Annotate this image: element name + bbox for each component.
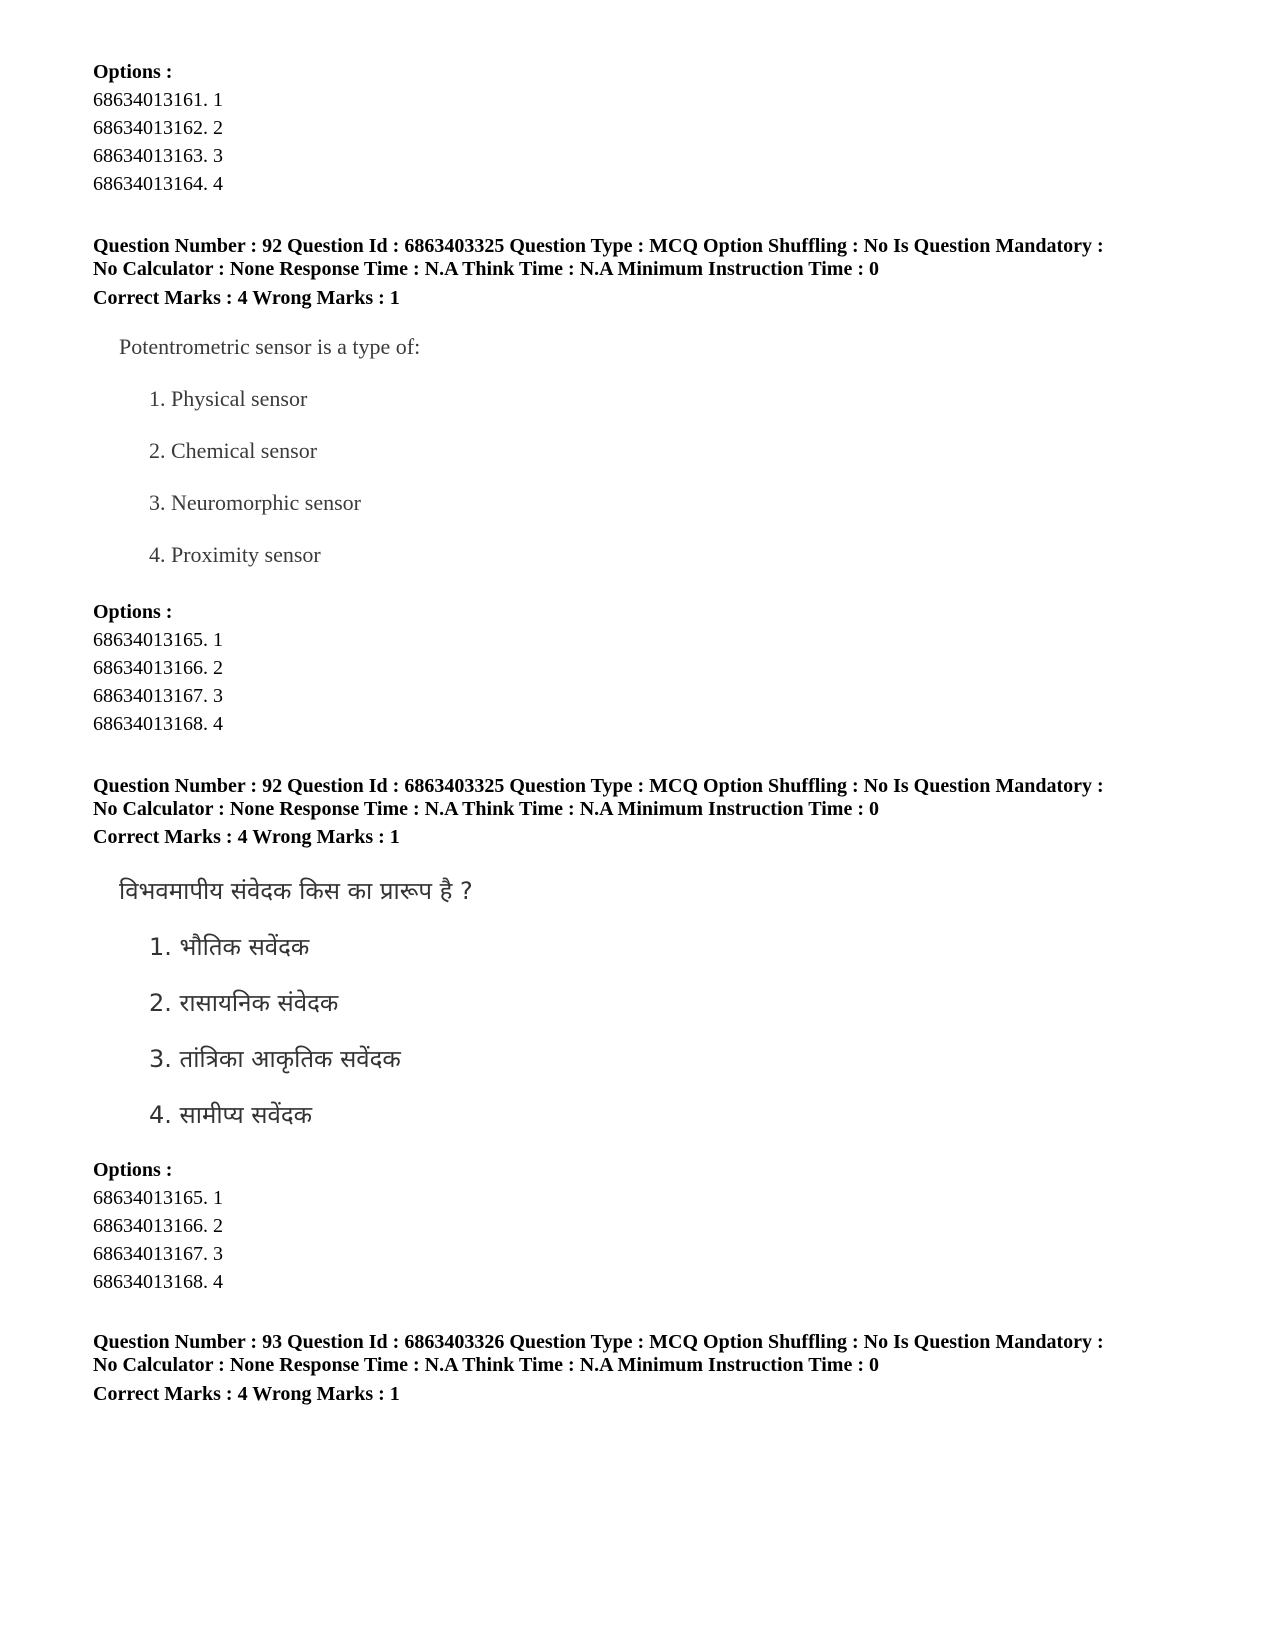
option-line: 68634013162. 2 <box>93 117 223 139</box>
question-header-line1: Question Number : 93 Question Id : 6863403326 Question Type : MCQ Option Shuffling : No Is Question Mandatory : <box>93 1331 1104 1353</box>
question-header-line1: Question Number : 92 Question Id : 6863403325 Question Type : MCQ Option Shuffling : No Is Question Mandatory : <box>93 235 1104 257</box>
question-header-line1: Question Number : 92 Question Id : 6863403325 Question Type : MCQ Option Shuffling : No Is Question Mandatory : <box>93 775 1104 797</box>
option-line: 68634013167. 3 <box>93 685 223 707</box>
option-line: 68634013161. 1 <box>93 89 223 111</box>
option-line: 68634013165. 1 <box>93 629 223 651</box>
option-line: 68634013165. 1 <box>93 1187 223 1209</box>
marks-line: Correct Marks : 4 Wrong Marks : 1 <box>93 287 400 309</box>
question-header-line2: No Calculator : None Response Time : N.A Think Time : N.A Minimum Instruction Time : 0 <box>93 1354 879 1376</box>
question-choice: 1. Physical sensor <box>149 386 308 411</box>
question-text: Potentrometric sensor is a type of: <box>119 334 421 359</box>
option-line: 68634013166. 2 <box>93 1215 223 1237</box>
question-choice-hindi: 4. सामीप्य सवेंदक <box>149 1101 313 1129</box>
question-choice: 3. Neuromorphic sensor <box>149 490 362 515</box>
question-choice: 4. Proximity sensor <box>149 542 321 567</box>
question-choice-hindi: 1. भौतिक सवेंदक <box>149 933 310 961</box>
options-label: Options : <box>93 61 173 83</box>
question-choice-hindi: 2. रासायनिक संवेदक <box>149 989 339 1017</box>
question-header-line2: No Calculator : None Response Time : N.A Think Time : N.A Minimum Instruction Time : 0 <box>93 258 879 280</box>
option-line: 68634013166. 2 <box>93 657 223 679</box>
option-line: 68634013167. 3 <box>93 1243 223 1265</box>
option-line: 68634013168. 4 <box>93 713 223 735</box>
question-text-hindi: विभवमापीय संवेदक किस का प्रारूप है ? <box>119 877 473 905</box>
question-header-line2: No Calculator : None Response Time : N.A Think Time : N.A Minimum Instruction Time : 0 <box>93 798 879 820</box>
option-line: 68634013168. 4 <box>93 1271 223 1293</box>
options-label: Options : <box>93 1159 173 1181</box>
marks-line: Correct Marks : 4 Wrong Marks : 1 <box>93 826 400 848</box>
option-line: 68634013163. 3 <box>93 145 223 167</box>
options-label: Options : <box>93 601 173 623</box>
option-line: 68634013164. 4 <box>93 173 223 195</box>
marks-line: Correct Marks : 4 Wrong Marks : 1 <box>93 1383 400 1405</box>
question-choice-hindi: 3. तांत्रिका आकृतिक सवेंदक <box>149 1045 401 1073</box>
question-choice: 2. Chemical sensor <box>149 438 318 463</box>
